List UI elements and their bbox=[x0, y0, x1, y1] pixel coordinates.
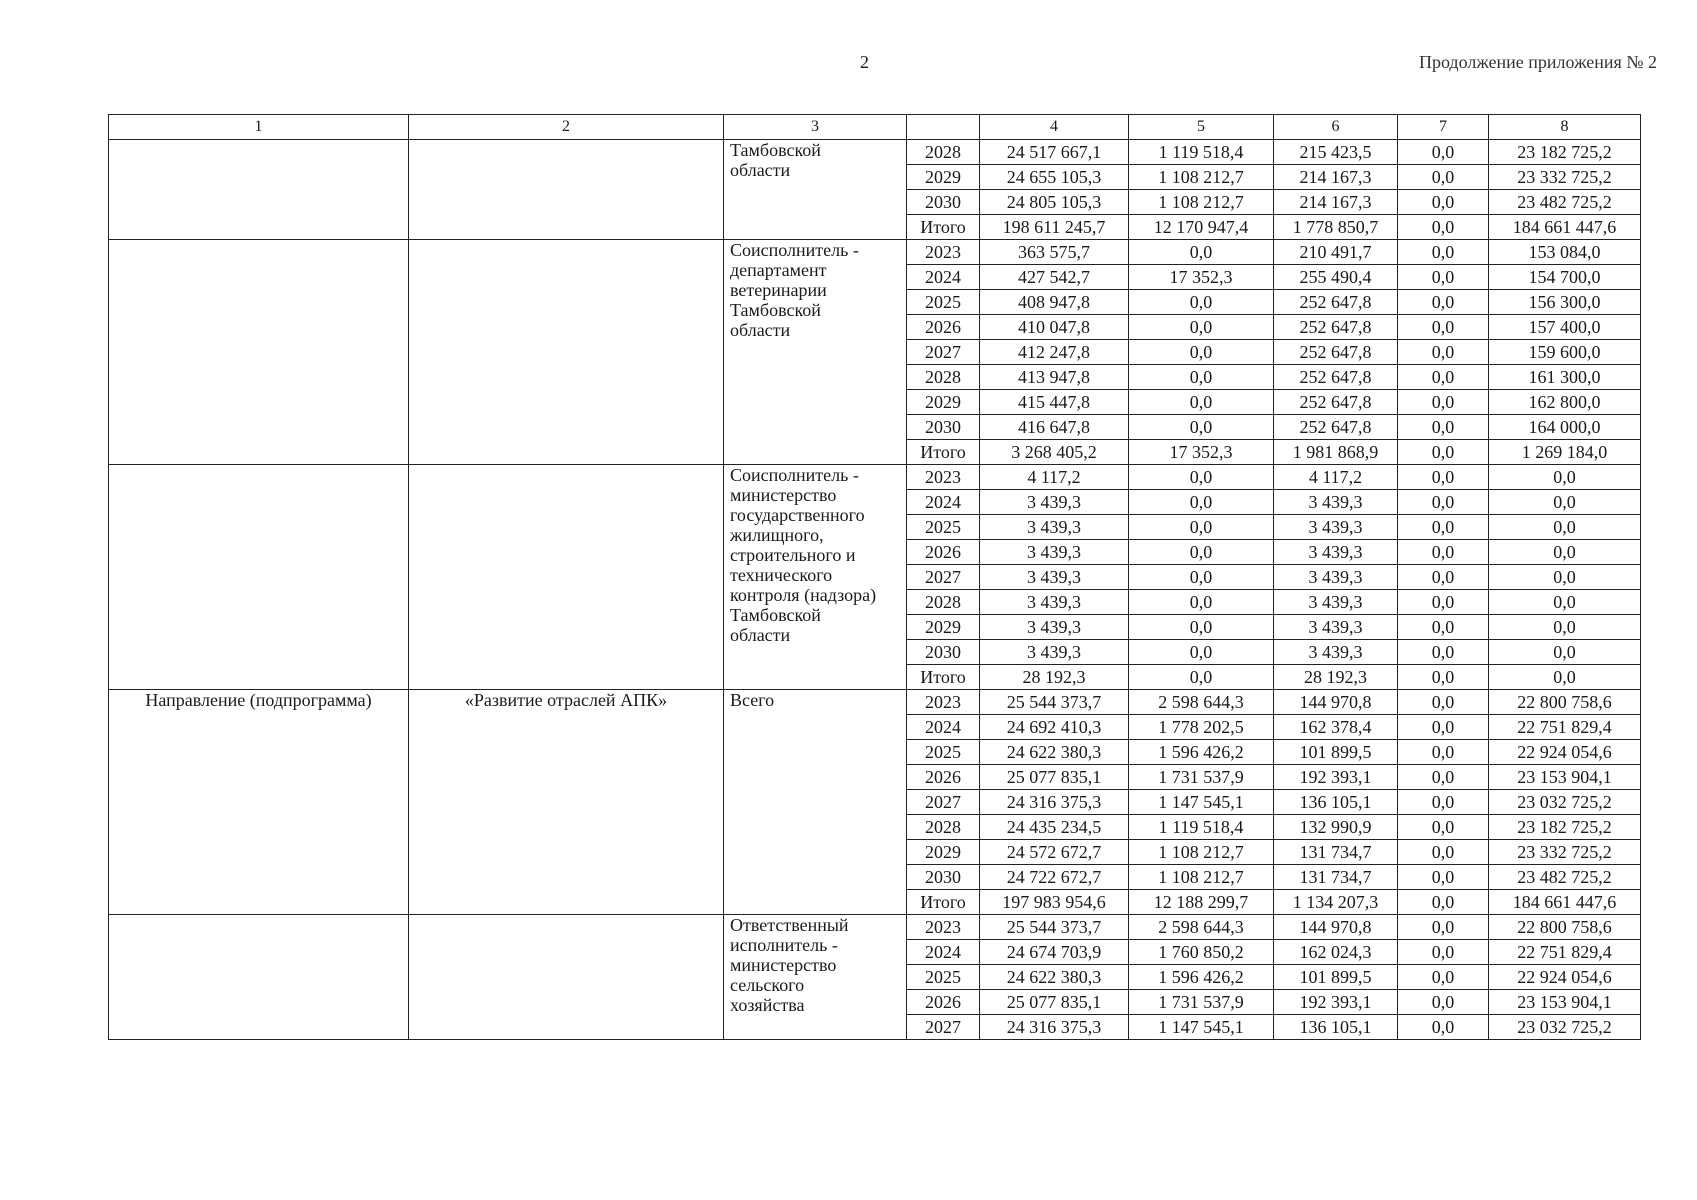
value-cell: 413 947,8 bbox=[980, 365, 1129, 390]
value-cell: 0,0 bbox=[1129, 465, 1274, 490]
value-cell: 0,0 bbox=[1398, 890, 1489, 915]
value-cell: 0,0 bbox=[1489, 465, 1641, 490]
direction-cell bbox=[109, 465, 409, 690]
executor-line: государственного bbox=[730, 505, 865, 525]
value-cell: 4 117,2 bbox=[1274, 465, 1398, 490]
executor-line: области bbox=[730, 320, 791, 340]
year-cell: 2024 bbox=[907, 265, 980, 290]
value-cell: 22 924 054,6 bbox=[1489, 740, 1641, 765]
page-number: 2 bbox=[860, 52, 869, 72]
value-cell: 0,0 bbox=[1398, 615, 1489, 640]
year-cell: 2026 bbox=[907, 990, 980, 1015]
executor-cell bbox=[724, 240, 907, 465]
value-cell: 1 731 537,9 bbox=[1129, 990, 1274, 1015]
value-cell: 24 692 410,3 bbox=[980, 715, 1129, 740]
value-cell: 162 800,0 bbox=[1489, 390, 1641, 415]
direction-cell bbox=[109, 240, 409, 465]
value-cell: 0,0 bbox=[1398, 815, 1489, 840]
year-cell: 2029 bbox=[907, 615, 980, 640]
value-cell: 0,0 bbox=[1398, 465, 1489, 490]
value-cell: 0,0 bbox=[1398, 415, 1489, 440]
program-name-cell: «Развитие отраслей АПК» bbox=[409, 690, 724, 915]
value-cell: 1 119 518,4 bbox=[1129, 815, 1274, 840]
column-header-1: 1 bbox=[109, 115, 409, 140]
value-cell: 3 439,3 bbox=[980, 640, 1129, 665]
value-cell: 0,0 bbox=[1129, 540, 1274, 565]
value-cell: 1 119 518,4 bbox=[1129, 140, 1274, 165]
value-cell: 3 439,3 bbox=[1274, 590, 1398, 615]
value-cell: 131 734,7 bbox=[1274, 865, 1398, 890]
value-cell: 0,0 bbox=[1129, 490, 1274, 515]
value-cell: 22 800 758,6 bbox=[1489, 915, 1641, 940]
value-cell: 0,0 bbox=[1398, 215, 1489, 240]
executor-line: жилищного, bbox=[730, 525, 824, 545]
value-cell: 1 731 537,9 bbox=[1129, 765, 1274, 790]
value-cell: 416 647,8 bbox=[980, 415, 1129, 440]
value-cell: 0,0 bbox=[1129, 390, 1274, 415]
value-cell: 0,0 bbox=[1398, 965, 1489, 990]
executor-line: Всего bbox=[730, 690, 775, 710]
value-cell: 0,0 bbox=[1398, 740, 1489, 765]
value-cell: 0,0 bbox=[1129, 415, 1274, 440]
year-cell: Итого bbox=[907, 890, 980, 915]
value-cell: 24 622 380,3 bbox=[980, 740, 1129, 765]
value-cell: 154 700,0 bbox=[1489, 265, 1641, 290]
budget-table bbox=[108, 114, 1641, 1040]
value-cell: 3 439,3 bbox=[1274, 490, 1398, 515]
value-cell: 22 800 758,6 bbox=[1489, 690, 1641, 715]
direction-cell bbox=[109, 915, 409, 1040]
value-cell: 0,0 bbox=[1129, 365, 1274, 390]
value-cell: 0,0 bbox=[1398, 340, 1489, 365]
value-cell: 0,0 bbox=[1398, 290, 1489, 315]
year-cell: Итого bbox=[907, 665, 980, 690]
year-cell: 2028 bbox=[907, 815, 980, 840]
value-cell: 25 544 373,7 bbox=[980, 915, 1129, 940]
executor-line: министерство bbox=[730, 485, 837, 505]
year-cell: 2030 bbox=[907, 415, 980, 440]
executor-line: области bbox=[730, 160, 791, 180]
value-cell: 412 247,8 bbox=[980, 340, 1129, 365]
value-cell: 162 378,4 bbox=[1274, 715, 1398, 740]
value-cell: 427 542,7 bbox=[980, 265, 1129, 290]
value-cell: 0,0 bbox=[1398, 365, 1489, 390]
executor-line: ветеринарии bbox=[730, 280, 827, 300]
value-cell: 0,0 bbox=[1489, 590, 1641, 615]
value-cell: 0,0 bbox=[1129, 565, 1274, 590]
column-header-2: 2 bbox=[409, 115, 724, 140]
year-cell: 2027 bbox=[907, 565, 980, 590]
column-header-3: 3 bbox=[724, 115, 907, 140]
value-cell: 0,0 bbox=[1398, 140, 1489, 165]
value-cell: 410 047,8 bbox=[980, 315, 1129, 340]
direction-cell bbox=[109, 140, 409, 240]
executor-line: Тамбовской bbox=[730, 605, 821, 625]
value-cell: 415 447,8 bbox=[980, 390, 1129, 415]
value-cell: 1 596 426,2 bbox=[1129, 965, 1274, 990]
value-cell: 214 167,3 bbox=[1274, 190, 1398, 215]
value-cell: 1 147 545,1 bbox=[1129, 1015, 1274, 1040]
value-cell: 1 981 868,9 bbox=[1274, 440, 1398, 465]
year-cell: 2029 bbox=[907, 840, 980, 865]
value-cell: 3 439,3 bbox=[980, 590, 1129, 615]
value-cell: 156 300,0 bbox=[1489, 290, 1641, 315]
executor-line: Тамбовской bbox=[730, 140, 821, 160]
year-cell: 2027 bbox=[907, 790, 980, 815]
value-cell: 22 751 829,4 bbox=[1489, 940, 1641, 965]
column-header-9: 8 bbox=[1489, 115, 1641, 140]
column-header-8: 7 bbox=[1398, 115, 1489, 140]
value-cell: 1 108 212,7 bbox=[1129, 865, 1274, 890]
value-cell: 0,0 bbox=[1398, 315, 1489, 340]
year-cell: 2029 bbox=[907, 165, 980, 190]
value-cell: 144 970,8 bbox=[1274, 915, 1398, 940]
executor-line: министерство bbox=[730, 955, 837, 975]
value-cell: 192 393,1 bbox=[1274, 990, 1398, 1015]
value-cell: 25 544 373,7 bbox=[980, 690, 1129, 715]
year-cell: 2023 bbox=[907, 240, 980, 265]
executor-line: строительного и bbox=[730, 545, 856, 565]
column-number-row bbox=[109, 115, 1641, 140]
value-cell: 131 734,7 bbox=[1274, 840, 1398, 865]
value-cell: 3 439,3 bbox=[980, 515, 1129, 540]
executor-cell bbox=[724, 465, 907, 690]
year-cell: Итого bbox=[907, 215, 980, 240]
value-cell: 161 300,0 bbox=[1489, 365, 1641, 390]
year-cell: 2024 bbox=[907, 715, 980, 740]
table-row bbox=[109, 690, 1641, 715]
value-cell: 28 192,3 bbox=[1274, 665, 1398, 690]
value-cell: 3 439,3 bbox=[1274, 640, 1398, 665]
value-cell: 0,0 bbox=[1398, 690, 1489, 715]
year-cell: 2028 bbox=[907, 590, 980, 615]
value-cell: 0,0 bbox=[1398, 990, 1489, 1015]
executor-line: департамент bbox=[730, 260, 827, 280]
value-cell: 0,0 bbox=[1489, 515, 1641, 540]
value-cell: 0,0 bbox=[1489, 565, 1641, 590]
value-cell: 24 435 234,5 bbox=[980, 815, 1129, 840]
value-cell: 1 134 207,3 bbox=[1274, 890, 1398, 915]
year-cell: Итого bbox=[907, 440, 980, 465]
value-cell: 3 439,3 bbox=[980, 540, 1129, 565]
value-cell: 0,0 bbox=[1398, 840, 1489, 865]
value-cell: 0,0 bbox=[1489, 665, 1641, 690]
year-cell: 2026 bbox=[907, 315, 980, 340]
executor-line: сельского bbox=[730, 975, 805, 995]
table-row bbox=[109, 240, 1641, 265]
year-cell: 2025 bbox=[907, 965, 980, 990]
year-cell: 2029 bbox=[907, 390, 980, 415]
value-cell: 24 517 667,1 bbox=[980, 140, 1129, 165]
value-cell: 0,0 bbox=[1129, 665, 1274, 690]
value-cell: 198 611 245,7 bbox=[980, 215, 1129, 240]
value-cell: 12 170 947,4 bbox=[1129, 215, 1274, 240]
direction-cell: Направление (подпрограмма) bbox=[109, 690, 409, 915]
program-name-cell bbox=[409, 915, 724, 1040]
value-cell: 1 760 850,2 bbox=[1129, 940, 1274, 965]
value-cell: 0,0 bbox=[1489, 640, 1641, 665]
value-cell: 1 778 850,7 bbox=[1274, 215, 1398, 240]
value-cell: 0,0 bbox=[1129, 615, 1274, 640]
value-cell: 252 647,8 bbox=[1274, 290, 1398, 315]
value-cell: 1 596 426,2 bbox=[1129, 740, 1274, 765]
value-cell: 136 105,1 bbox=[1274, 1015, 1398, 1040]
value-cell: 23 482 725,2 bbox=[1489, 865, 1641, 890]
value-cell: 0,0 bbox=[1398, 865, 1489, 890]
year-cell: 2025 bbox=[907, 290, 980, 315]
value-cell: 184 661 447,6 bbox=[1489, 890, 1641, 915]
value-cell: 24 316 375,3 bbox=[980, 790, 1129, 815]
value-cell: 0,0 bbox=[1129, 290, 1274, 315]
value-cell: 3 439,3 bbox=[1274, 565, 1398, 590]
column-header-4 bbox=[907, 115, 980, 140]
value-cell: 24 655 105,3 bbox=[980, 165, 1129, 190]
value-cell: 210 491,7 bbox=[1274, 240, 1398, 265]
value-cell: 3 268 405,2 bbox=[980, 440, 1129, 465]
value-cell: 4 117,2 bbox=[980, 465, 1129, 490]
value-cell: 157 400,0 bbox=[1489, 315, 1641, 340]
executor-line: Тамбовской bbox=[730, 300, 821, 320]
value-cell: 1 269 184,0 bbox=[1489, 440, 1641, 465]
value-cell: 0,0 bbox=[1398, 165, 1489, 190]
value-cell: 23 153 904,1 bbox=[1489, 990, 1641, 1015]
value-cell: 22 924 054,6 bbox=[1489, 965, 1641, 990]
value-cell: 0,0 bbox=[1129, 515, 1274, 540]
year-cell: 2025 bbox=[907, 740, 980, 765]
value-cell: 23 032 725,2 bbox=[1489, 790, 1641, 815]
value-cell: 0,0 bbox=[1129, 590, 1274, 615]
value-cell: 28 192,3 bbox=[980, 665, 1129, 690]
value-cell: 164 000,0 bbox=[1489, 415, 1641, 440]
value-cell: 2 598 644,3 bbox=[1129, 690, 1274, 715]
executor-cell bbox=[724, 690, 907, 915]
table-row bbox=[109, 915, 1641, 940]
program-name-cell bbox=[409, 240, 724, 465]
value-cell: 0,0 bbox=[1398, 790, 1489, 815]
value-cell: 0,0 bbox=[1489, 490, 1641, 515]
value-cell: 1 108 212,7 bbox=[1129, 165, 1274, 190]
value-cell: 192 393,1 bbox=[1274, 765, 1398, 790]
value-cell: 252 647,8 bbox=[1274, 315, 1398, 340]
table-row bbox=[109, 465, 1641, 490]
value-cell: 1 778 202,5 bbox=[1129, 715, 1274, 740]
value-cell: 3 439,3 bbox=[1274, 540, 1398, 565]
value-cell: 0,0 bbox=[1398, 190, 1489, 215]
value-cell: 0,0 bbox=[1398, 640, 1489, 665]
value-cell: 23 182 725,2 bbox=[1489, 140, 1641, 165]
year-cell: 2024 bbox=[907, 490, 980, 515]
year-cell: 2028 bbox=[907, 365, 980, 390]
value-cell: 136 105,1 bbox=[1274, 790, 1398, 815]
value-cell: 23 332 725,2 bbox=[1489, 165, 1641, 190]
value-cell: 363 575,7 bbox=[980, 240, 1129, 265]
value-cell: 144 970,8 bbox=[1274, 690, 1398, 715]
value-cell: 0,0 bbox=[1489, 615, 1641, 640]
year-cell: 2027 bbox=[907, 1015, 980, 1040]
value-cell: 17 352,3 bbox=[1129, 440, 1274, 465]
executor-cell bbox=[724, 915, 907, 1040]
value-cell: 0,0 bbox=[1398, 265, 1489, 290]
value-cell: 0,0 bbox=[1398, 1015, 1489, 1040]
value-cell: 252 647,8 bbox=[1274, 365, 1398, 390]
year-cell: 2030 bbox=[907, 640, 980, 665]
value-cell: 24 674 703,9 bbox=[980, 940, 1129, 965]
program-name-cell bbox=[409, 465, 724, 690]
value-cell: 197 983 954,6 bbox=[980, 890, 1129, 915]
value-cell: 162 024,3 bbox=[1274, 940, 1398, 965]
value-cell: 153 084,0 bbox=[1489, 240, 1641, 265]
value-cell: 252 647,8 bbox=[1274, 390, 1398, 415]
value-cell: 132 990,9 bbox=[1274, 815, 1398, 840]
value-cell: 0,0 bbox=[1398, 665, 1489, 690]
executor-line: исполнитель - bbox=[730, 935, 838, 955]
value-cell: 0,0 bbox=[1398, 940, 1489, 965]
year-cell: 2023 bbox=[907, 465, 980, 490]
value-cell: 0,0 bbox=[1398, 765, 1489, 790]
value-cell: 252 647,8 bbox=[1274, 340, 1398, 365]
value-cell: 24 622 380,3 bbox=[980, 965, 1129, 990]
year-cell: 2023 bbox=[907, 915, 980, 940]
executor-line: технического bbox=[730, 565, 833, 585]
value-cell: 159 600,0 bbox=[1489, 340, 1641, 365]
value-cell: 2 598 644,3 bbox=[1129, 915, 1274, 940]
value-cell: 24 316 375,3 bbox=[980, 1015, 1129, 1040]
year-cell: 2026 bbox=[907, 765, 980, 790]
table-row bbox=[109, 140, 1641, 165]
value-cell: 0,0 bbox=[1129, 315, 1274, 340]
program-name-cell bbox=[409, 140, 724, 240]
value-cell: 3 439,3 bbox=[1274, 615, 1398, 640]
value-cell: 255 490,4 bbox=[1274, 265, 1398, 290]
value-cell: 101 899,5 bbox=[1274, 740, 1398, 765]
value-cell: 0,0 bbox=[1398, 390, 1489, 415]
value-cell: 25 077 835,1 bbox=[980, 990, 1129, 1015]
column-header-7: 6 bbox=[1274, 115, 1398, 140]
column-header-5: 4 bbox=[980, 115, 1129, 140]
value-cell: 1 108 212,7 bbox=[1129, 190, 1274, 215]
appendix-caption: Продолжение приложения № 2 bbox=[1418, 52, 1657, 72]
value-cell: 252 647,8 bbox=[1274, 415, 1398, 440]
executor-line: Ответственный bbox=[730, 915, 849, 935]
value-cell: 101 899,5 bbox=[1274, 965, 1398, 990]
value-cell: 0,0 bbox=[1398, 565, 1489, 590]
value-cell: 0,0 bbox=[1398, 715, 1489, 740]
value-cell: 24 805 105,3 bbox=[980, 190, 1129, 215]
table-body bbox=[109, 140, 1641, 1040]
value-cell: 23 332 725,2 bbox=[1489, 840, 1641, 865]
value-cell: 0,0 bbox=[1129, 640, 1274, 665]
value-cell: 24 572 672,7 bbox=[980, 840, 1129, 865]
value-cell: 25 077 835,1 bbox=[980, 765, 1129, 790]
year-cell: 2028 bbox=[907, 140, 980, 165]
executor-line: Соисполнитель - bbox=[730, 240, 859, 260]
value-cell: 0,0 bbox=[1398, 440, 1489, 465]
value-cell: 214 167,3 bbox=[1274, 165, 1398, 190]
value-cell: 17 352,3 bbox=[1129, 265, 1274, 290]
value-cell: 23 153 904,1 bbox=[1489, 765, 1641, 790]
value-cell: 0,0 bbox=[1398, 915, 1489, 940]
value-cell: 0,0 bbox=[1489, 540, 1641, 565]
year-cell: 2024 bbox=[907, 940, 980, 965]
value-cell: 408 947,8 bbox=[980, 290, 1129, 315]
value-cell: 0,0 bbox=[1398, 515, 1489, 540]
value-cell: 3 439,3 bbox=[980, 615, 1129, 640]
value-cell: 3 439,3 bbox=[1274, 515, 1398, 540]
executor-line: области bbox=[730, 625, 791, 645]
value-cell: 23 182 725,2 bbox=[1489, 815, 1641, 840]
value-cell: 184 661 447,6 bbox=[1489, 215, 1641, 240]
year-cell: 2023 bbox=[907, 690, 980, 715]
value-cell: 23 032 725,2 bbox=[1489, 1015, 1641, 1040]
executor-line: Соисполнитель - bbox=[730, 465, 859, 485]
value-cell: 12 188 299,7 bbox=[1129, 890, 1274, 915]
value-cell: 24 722 672,7 bbox=[980, 865, 1129, 890]
value-cell: 215 423,5 bbox=[1274, 140, 1398, 165]
year-cell: 2025 bbox=[907, 515, 980, 540]
value-cell: 3 439,3 bbox=[980, 490, 1129, 515]
value-cell: 1 108 212,7 bbox=[1129, 840, 1274, 865]
value-cell: 1 147 545,1 bbox=[1129, 790, 1274, 815]
year-cell: 2026 bbox=[907, 540, 980, 565]
value-cell: 0,0 bbox=[1398, 240, 1489, 265]
year-cell: 2030 bbox=[907, 190, 980, 215]
executor-cell bbox=[724, 140, 907, 240]
year-cell: 2027 bbox=[907, 340, 980, 365]
value-cell: 22 751 829,4 bbox=[1489, 715, 1641, 740]
value-cell: 0,0 bbox=[1398, 590, 1489, 615]
value-cell: 0,0 bbox=[1398, 540, 1489, 565]
value-cell: 23 482 725,2 bbox=[1489, 190, 1641, 215]
value-cell: 0,0 bbox=[1398, 490, 1489, 515]
executor-line: хозяйства bbox=[730, 995, 805, 1015]
column-header-6: 5 bbox=[1129, 115, 1274, 140]
executor-line: контроля (надзора) bbox=[730, 585, 877, 605]
value-cell: 0,0 bbox=[1129, 340, 1274, 365]
year-cell: 2030 bbox=[907, 865, 980, 890]
value-cell: 3 439,3 bbox=[980, 565, 1129, 590]
value-cell: 0,0 bbox=[1129, 240, 1274, 265]
